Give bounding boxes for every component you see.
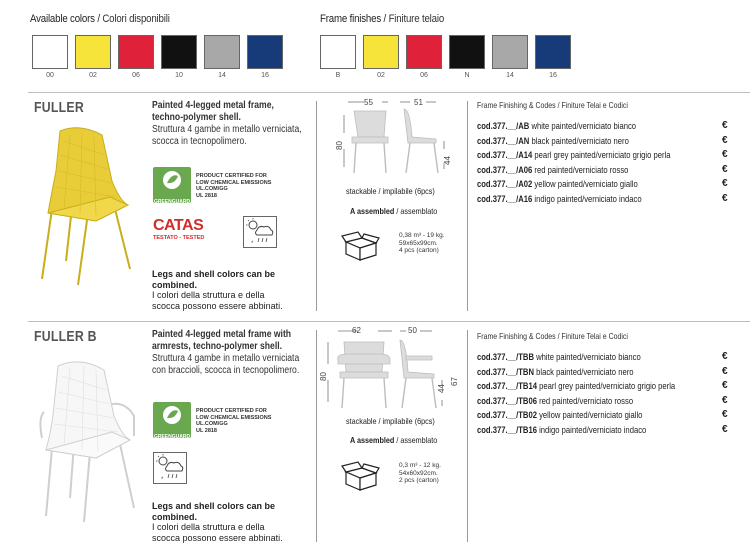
- product-name: FULLER: [34, 99, 84, 116]
- product-description: Painted 4-legged metal frame, techno-polymer shell. Struttura 4 gambe in metallo verniciata, scocca in tecnopolimero.: [152, 100, 302, 147]
- code-row: [477, 367, 634, 377]
- stackable-label: stackable / impilabile (6pcs): [346, 416, 435, 426]
- stackable-label: stackable / impilabile (6pcs): [346, 186, 435, 196]
- code-row: [477, 410, 642, 420]
- product-code: cod.377.__/A06: [477, 164, 533, 175]
- finish-description: pearl grey painted/verniciato grigio perla: [534, 150, 671, 161]
- color-code: B: [335, 72, 341, 79]
- color-swatch: [161, 35, 197, 69]
- greenguard-leaf-icon: [153, 402, 191, 428]
- chair-photo: [30, 121, 150, 291]
- finish-description: indigo painted/verniciato indaco: [534, 194, 642, 204]
- finish-description: yellow painted/verniciato giallo: [539, 410, 643, 421]
- color-code: N: [464, 72, 470, 79]
- currency-symbol: €: [722, 120, 728, 131]
- dim-seat: 44: [442, 156, 452, 165]
- product-fuller-b: [0, 322, 750, 554]
- product-fuller: [0, 93, 750, 321]
- currency-symbol: €: [722, 424, 728, 435]
- dimension-drawing: [318, 326, 466, 426]
- packaging-info: 0,38 m³ - 19 kg. 59x65x99cm. 4 pcs (carton): [399, 232, 445, 254]
- chair-dimension-sketch: [318, 326, 466, 426]
- svg-text:*: *: [161, 477, 164, 483]
- color-swatch: [535, 35, 571, 69]
- combination-note: Legs and shell colors can be combined. I colori della struttura e della scocca possono essere abbinati.: [152, 269, 283, 311]
- product-code: cod.377.__/AB: [477, 121, 530, 131]
- dim-height: 80: [318, 372, 328, 381]
- color-code: 06: [132, 72, 140, 79]
- currency-symbol: €: [722, 193, 728, 204]
- catas-logo: CATAS TESTATO - TESTED: [153, 217, 205, 241]
- frame-finishes-title: Frame finishes / Finiture telaio: [320, 13, 445, 25]
- product-code: cod.377.__/TB06: [477, 395, 537, 406]
- color-swatch: [118, 35, 154, 69]
- finish-description: pearl grey painted/verniciato grigio perla: [539, 381, 676, 392]
- color-swatch: [363, 35, 399, 69]
- dim-seat: 44: [436, 384, 446, 393]
- color-code: 14: [506, 72, 514, 79]
- color-swatch: [204, 35, 240, 69]
- product-code: cod.377.__/TBB: [477, 352, 534, 362]
- dim-height: 80: [334, 141, 344, 150]
- code-row: [477, 136, 629, 146]
- code-row: [477, 194, 642, 204]
- color-code: 06: [420, 72, 428, 79]
- color-swatch: [449, 35, 485, 69]
- color-swatch: [406, 35, 442, 69]
- finish-description: yellow painted/verniciato giallo: [534, 179, 638, 190]
- code-row: [477, 425, 646, 435]
- color-swatch: [320, 35, 356, 69]
- dim-armrest: 67: [449, 377, 459, 386]
- greenguard-leaf-icon: [153, 167, 191, 193]
- code-row: [477, 396, 633, 406]
- color-code: 16: [549, 72, 557, 79]
- chair-photo: [30, 352, 150, 524]
- column-divider: [467, 330, 468, 542]
- color-swatch: [75, 35, 111, 69]
- color-swatch: [247, 35, 283, 69]
- certification-text: PRODUCT CERTIFIED FOR LOW CHEMICAL EMISSIONS UL.COM/GG UL 2818: [196, 408, 272, 434]
- code-row: [477, 381, 675, 391]
- product-code: cod.377.__/A02: [477, 179, 533, 190]
- currency-symbol: €: [722, 365, 728, 377]
- finish-description: black painted/verniciato nero: [536, 366, 634, 377]
- product-code: cod.377.__/TB02: [477, 410, 537, 421]
- product-name: FULLER B: [34, 328, 97, 345]
- product-code: cod.377.__/TBN: [477, 366, 534, 377]
- carton-box-icon: [340, 230, 380, 262]
- currency-symbol: €: [722, 409, 728, 421]
- finish-description: red painted/verniciato rosso: [539, 395, 634, 406]
- weather-resistance-icon: [153, 452, 187, 484]
- currency-symbol: €: [722, 149, 728, 161]
- color-swatch: [492, 35, 528, 69]
- column-divider: [316, 101, 317, 311]
- code-row: [477, 352, 641, 362]
- codes-list: [477, 121, 737, 211]
- product-code: cod.377.__/A14: [477, 150, 533, 161]
- code-row: [477, 121, 636, 131]
- color-code: 10: [175, 72, 183, 79]
- weather-resistance-icon: [243, 216, 277, 248]
- product-code: cod.377.__/TB14: [477, 381, 537, 392]
- product-description: Painted 4-legged metal frame with armrests, techno-polymer shell. Struttura 4 gambe in metallo verniciata con braccioli, scocca in tecnopolimero.: [152, 329, 300, 376]
- color-code: 16: [261, 72, 269, 79]
- dim-width: 62: [352, 326, 361, 335]
- column-divider: [467, 101, 468, 311]
- column-divider: [316, 330, 317, 542]
- color-code: 14: [218, 72, 226, 79]
- finish-description: black painted/verniciato nero: [531, 135, 629, 146]
- codes-title: Frame Finishing & Codes / Finiture Telai e Codici: [477, 100, 628, 110]
- codes-list: [477, 352, 737, 442]
- combination-note: Legs and shell colors can be combined. I colori della struttura e della scocca possono essere abbinati.: [152, 501, 283, 543]
- dim-width: 55: [364, 98, 373, 107]
- product-code: cod.377.__/TB16: [477, 425, 537, 435]
- finish-description: red painted/verniciato rosso: [534, 164, 629, 175]
- svg-text:*: *: [251, 241, 254, 247]
- currency-symbol: €: [722, 380, 728, 392]
- currency-symbol: €: [722, 351, 728, 362]
- currency-symbol: €: [722, 178, 728, 190]
- finish-description: white painted/verniciato bianco: [531, 121, 637, 131]
- greenguard-badge: GREENGUARD: [153, 167, 191, 203]
- dim-depth: 51: [414, 98, 423, 107]
- currency-symbol: €: [722, 134, 728, 146]
- packaging-info: 0,3 m³ - 12 kg. 54x60x92cm. 2 pcs (carton): [399, 462, 441, 484]
- finish-description: white painted/verniciato bianco: [536, 352, 641, 362]
- carton-box-icon: [340, 460, 380, 492]
- certification-text: PRODUCT CERTIFIED FOR LOW CHEMICAL EMISSIONS UL.COM/GG UL 2818: [196, 173, 272, 199]
- color-swatch: [32, 35, 68, 69]
- available-colors-title: Available colors / Colori disponibili: [30, 13, 170, 25]
- code-row: [477, 165, 628, 175]
- color-code: 02: [377, 72, 385, 79]
- dim-depth: 50: [408, 326, 417, 335]
- assembled-label: A assembled / assemblato: [350, 435, 438, 445]
- finish-description: indigo painted/verniciato indaco: [539, 425, 647, 435]
- greenguard-badge: GREENGUARD: [153, 402, 191, 438]
- currency-symbol: €: [722, 394, 728, 406]
- code-row: [477, 179, 638, 189]
- product-code: cod.377.__/AN: [477, 135, 530, 146]
- currency-symbol: €: [722, 163, 728, 175]
- codes-title: Frame Finishing & Codes / Finiture Telai e Codici: [477, 331, 628, 341]
- assembled-label: A assembled / assemblato: [350, 206, 438, 216]
- code-row: [477, 150, 671, 160]
- product-code: cod.377.__/A16: [477, 194, 533, 204]
- color-code: 02: [89, 72, 97, 79]
- color-code: 00: [46, 72, 54, 79]
